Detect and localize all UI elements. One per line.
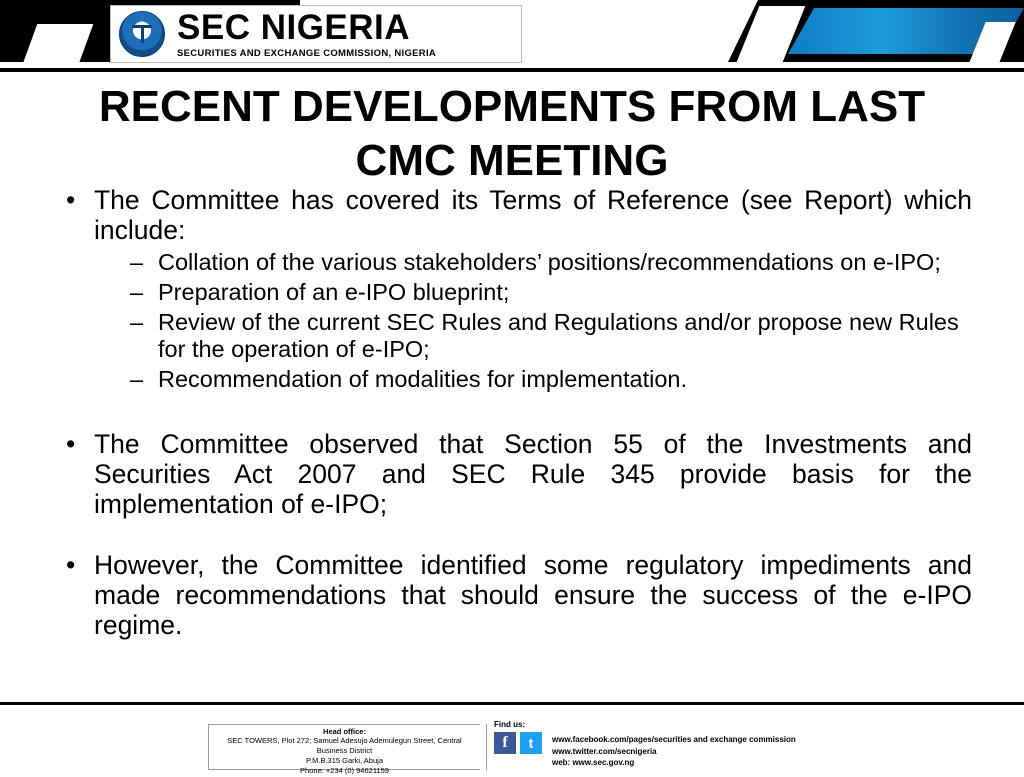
spacer [52,396,972,430]
address-line: SEC TOWERS, Plot 272; Samuel Adesujo Ademulegun Street, Central [227,736,462,745]
sec-logo-block [110,5,522,63]
twitter-icon[interactable]: t [520,732,542,754]
facebook-link[interactable]: www.facebook.com/pages/securities and exchange commission [552,735,796,744]
head-office-label: Head office: [323,727,366,736]
list-item-text: Collation of the various stakeholders’ positions/recommendations on e-IPO; [158,249,941,276]
sec-nigeria-seal-icon [119,11,165,57]
dash-marker: – [130,309,144,336]
page-title: RECENT DEVELOPMENTS FROM LAST CMC MEETING [98,82,926,185]
sub-list [130,249,972,393]
facebook-icon[interactable]: f [494,732,516,754]
list-item-text: The Committee observed that Section 55 of the Investments and Securities Act 2007 and SEC Rule 345 provide basis for the implementation of e-IPO; [94,429,972,519]
social-links [552,734,796,769]
list-item-text: The Committee has covered its Terms of Reference (see Report) which include: [94,185,972,245]
address-line: P.M.B.315 Garki, Abuja [306,756,383,766]
slide-body [52,186,972,642]
list-item-text: However, the Committee identified some regulatory impediments and made recommendations that should ensure the success of the e-IPO regime. [94,550,972,640]
list-item [52,430,972,519]
find-us-label: Find us: [494,720,526,729]
list-item [130,309,972,363]
list-item [130,279,972,306]
footer-vertical-rule [486,724,487,770]
head-office-block [208,724,480,776]
dash-marker: – [130,249,144,276]
dash-marker: – [130,366,144,393]
slide-header [0,0,1024,78]
list-item [130,249,972,276]
address-line: Phone: +234 (0) 94621159 [300,766,389,776]
address-line: Business District [316,746,373,756]
organisation-subtitle: SECURITIES AND EXCHANGE COMMISSION, NIGERIA [177,47,437,59]
list-item-text: Recommendation of modalities for implementation. [158,366,688,393]
logo-text-block [177,7,437,59]
list-item [52,186,972,245]
bullet-marker: • [66,185,76,215]
slide-footer [0,712,1024,776]
dash-marker: – [130,279,144,306]
social-icons [494,732,542,754]
bullet-marker: • [66,550,76,581]
website-link[interactable]: web: www.sec.gov.ng [552,758,635,768]
spacer [52,521,972,551]
list-item [130,366,972,393]
footer-divider [0,702,1024,705]
bullet-marker: • [66,429,76,460]
header-divider [0,68,1024,72]
list-item-text: Review of the current SEC Rules and Regulations and/or propose new Rules for the operation of e-IPO; [158,309,959,363]
twitter-link[interactable]: www.twitter.com/secnigeria [552,746,657,756]
blue-ribbon-banner-icon [728,0,1024,70]
list-item [52,551,972,640]
organisation-name: SEC NIGERIA [177,7,411,47]
list-item-text: Preparation of an e-IPO blueprint; [158,279,510,306]
